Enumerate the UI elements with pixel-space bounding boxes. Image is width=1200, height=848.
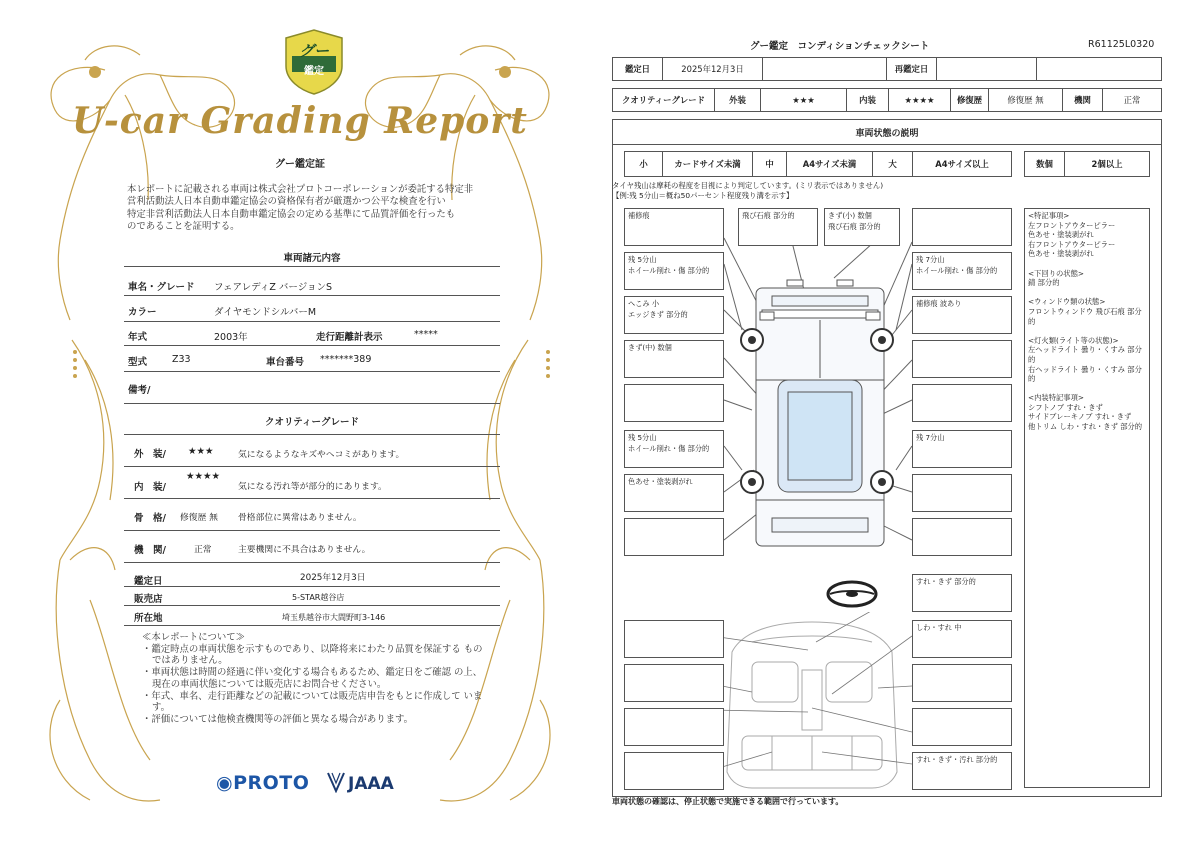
cert-line: 特定非営利活動法人日本自動車鑑定協会の定める基準にて品質評価を行ったも [127, 208, 456, 220]
date-blank [763, 58, 887, 80]
ext-box-right-0 [912, 208, 1012, 246]
steering-wheel-icon [826, 580, 878, 608]
feature-line: 左フロントアウターピラー [1028, 220, 1116, 230]
spec-value: *******389 [320, 354, 372, 365]
engine-label: 機関 [1063, 89, 1103, 111]
spec-label: 年式 [128, 332, 148, 343]
ext-box-right-5 [912, 430, 1012, 468]
ext-box-right-6 [912, 474, 1012, 512]
legend-small-desc: カードサイズ未満 [663, 152, 753, 176]
ext-box-right-1 [912, 252, 1012, 290]
grade-row-engine [124, 531, 500, 563]
ext-box-left-4 [624, 340, 724, 378]
feature-line: 錆 部分的 [1028, 278, 1060, 288]
info-value: 埼玉県越谷市大間野町3-146 [282, 613, 386, 622]
feature-gap [1028, 326, 1146, 336]
count-legend [1024, 151, 1150, 177]
ext-box-text: 残 7分山 [916, 255, 945, 264]
special-notes-panel [1024, 208, 1150, 788]
ext-box-right-7 [912, 518, 1012, 556]
int-box-right-4 [912, 708, 1012, 746]
sheet-code: R61125L0320 [1088, 39, 1155, 50]
date-value: 2025年12月3日 [663, 58, 763, 80]
condition-title: 車両状態の説明 [612, 119, 1162, 145]
spec-row-remarks [124, 372, 500, 404]
ext-box-text: 補修痕 波あり [916, 299, 962, 308]
badge-bottom-text: 鑑定 [304, 66, 324, 77]
ext-box-left-7 [624, 474, 724, 512]
report-script-title: U-car Grading Report [72, 100, 528, 142]
legend-medium-desc: A4サイズ未満 [787, 152, 873, 176]
date-row [612, 57, 1162, 81]
grade-value: 修復歴 無 [180, 513, 218, 523]
int-box-left-4 [624, 752, 724, 790]
int-box-text: すれ・きず・汚れ 部分的 [916, 755, 998, 764]
spec-label: 車名・グレード [128, 282, 195, 293]
ext-box-text: エッジきず 部分的 [628, 309, 688, 319]
spec-value: ダイヤモンドシルバーM [214, 307, 317, 318]
legend-medium: 中 [753, 152, 787, 176]
repair-label: 修復歴 [951, 89, 989, 111]
int-box-text: しわ・すれ 中 [916, 623, 962, 632]
feature-line: フロントウィンドウ 飛び石痕 部分的 [1028, 306, 1142, 326]
note-item: ・年式、車名、走行距離などの記載については販売店申告をもとに作成して います。 [142, 690, 483, 714]
legend-large-desc: A4サイズ以上 [935, 159, 989, 169]
spec-row-color [124, 296, 500, 322]
feature-line: 色あせ・塗装剥がれ [1028, 230, 1094, 240]
spec-label: 車台番号 [266, 357, 305, 368]
spec-label: 走行距離計表示 [316, 332, 383, 343]
ext-box-left-6 [624, 430, 724, 468]
spec-value: 2003年 [214, 332, 248, 343]
jaaa-logo-text: JAAA [348, 774, 394, 794]
info-row-shop [124, 587, 500, 606]
feature-line: サイドブレーキノブ すれ・きず [1028, 412, 1132, 422]
spec-value: フェアレディZ バージョンS [214, 282, 333, 293]
info-row-address [124, 606, 500, 626]
notes-title: ≪本レポートについて≫ [142, 632, 245, 643]
ext-box-text: 飛び石痕 部分的 [742, 211, 795, 220]
cert-line: 本レポートに記載される車両は株式会社プロトコーポレーションが委託する特定非 [127, 184, 474, 195]
repair-value: 修復歴 無 [989, 89, 1063, 111]
reinspect-label: 再鑑定日 [887, 58, 937, 80]
legend-count: 数個 [1025, 152, 1065, 176]
ext-box-text: ホイール削れ・傷 部分的 [628, 443, 710, 453]
report-notes [140, 632, 490, 726]
legend-small: 小 [625, 152, 663, 176]
tire-note: タイヤ残山は摩耗の程度を目視により判定しています。(ミリ表示ではありません) [612, 181, 884, 190]
ext-box-left-3 [624, 296, 724, 334]
feature-gap [1028, 259, 1146, 269]
spec-row-name [124, 270, 500, 296]
int-box-right-1 [912, 574, 1012, 612]
int-value: ★★★★ [889, 89, 951, 111]
note-item: ・鑑定時点の車両状態を示すものであり、以降将来にわたり品質を保証する ものではありません。 [142, 643, 483, 667]
spec-section-title: 車両諸元内容 [283, 253, 341, 264]
sheet-title: グー鑑定 コンディションチェックシート [750, 41, 930, 52]
ext-box-left-1 [624, 208, 724, 246]
feature-line: <下回りの状態> [1028, 268, 1085, 278]
ext-box-right-4 [912, 384, 1012, 422]
int-box-left-1 [624, 620, 724, 658]
info-value: 2025年12月3日 [300, 573, 366, 583]
grade-row-interior [124, 467, 500, 499]
grade-label: 骨 格/ [134, 513, 166, 524]
note-item: ・評価については他検査機関等の評価と異なる場合があります。 [142, 713, 413, 725]
feature-line: <特記事項> [1028, 211, 1070, 220]
feature-line: 他トリム しわ・すれ・きず 部分的 [1028, 422, 1143, 432]
spec-label: カラー [128, 307, 157, 318]
feature-line: <ウィンドウ類の状態> [1028, 297, 1106, 307]
int-box-text: すれ・きず 部分的 [916, 577, 976, 586]
ext-box-left-2 [624, 252, 724, 290]
ext-box-text: へこみ 小 [628, 299, 660, 308]
note-item: ・車両状態は時間の経過に伴い変化する場合もあるため、鑑定日をご確認 の上、現在の車両状態については販売店にお問合せください。 [142, 667, 483, 690]
proto-mark-icon: ◉ [216, 772, 234, 794]
feature-line: <内装特記事項> [1028, 393, 1085, 403]
certificate-title: グー鑑定証 [275, 159, 325, 170]
grade-row-exterior [124, 435, 500, 467]
tire-example-note: 【例:残 5分山＝概ね50パーセント程度残り溝を示す】 [612, 191, 794, 200]
ext-box-text: ホイール削れ・傷 部分的 [628, 265, 710, 275]
reinspect-value [937, 58, 1037, 80]
ext-box-text: きず(小) 数個 [828, 211, 872, 220]
grade-stars: ★★★★ [186, 471, 221, 482]
grade-text: 気になるようなキズやヘコミがあります。 [238, 450, 405, 460]
spec-label: 備考/ [128, 385, 151, 396]
grade-label: 内 装/ [134, 482, 166, 493]
spec-row-model [124, 346, 500, 372]
int-box-right-2 [912, 620, 1012, 658]
spec-value: ***** [414, 329, 438, 340]
car-interior-diagram [712, 612, 912, 792]
grade-row [612, 88, 1162, 112]
feature-line: 右フロントアウターピラー [1028, 239, 1116, 249]
ext-box-text: 残 7分山 [916, 433, 945, 442]
spec-value: Z33 [172, 354, 191, 365]
grade-row-frame [124, 499, 500, 531]
ext-box-left-5 [624, 384, 724, 422]
grade-stars: ★★★ [188, 446, 214, 457]
int-box-left-2 [624, 664, 724, 702]
int-box-left-3 [624, 708, 724, 746]
ext-box-text: 飛び石痕 部分的 [828, 221, 881, 231]
jaaa-mark-icon [326, 771, 346, 793]
badge-top-text: グー [298, 42, 329, 60]
info-label: 所在地 [134, 613, 163, 624]
grade-text: 骨格部位に異常はありません。 [238, 513, 362, 523]
info-row-date [124, 563, 500, 587]
date-label: 鑑定日 [613, 58, 663, 80]
feature-gap [1028, 384, 1146, 394]
feature-line: 右ヘッドライト 曇り・くすみ 部分的 [1028, 364, 1142, 384]
grade-value: 正常 [194, 545, 212, 555]
proto-logo-text: PROTO [233, 772, 310, 794]
ext-box-top-1 [738, 208, 818, 246]
cert-line: のであることを証明する。 [127, 220, 240, 232]
grade-text: 気になる汚れ等が部分的にあります。 [238, 482, 387, 492]
info-label: 鑑定日 [134, 576, 163, 587]
int-box-right-3 [912, 664, 1012, 702]
ext-box-text: ホイール削れ・傷 部分的 [916, 265, 998, 275]
ext-label: 外装 [715, 89, 761, 111]
ext-box-text: きず(中) 数個 [628, 343, 672, 352]
reinspect-blank [1037, 58, 1161, 80]
legend-large: 大 [873, 152, 913, 176]
feature-line: <灯火類(ライト等の状態)> [1028, 335, 1119, 345]
cert-line: 営利活動法人日本自動車鑑定協会の資格保有者が厳選かつ公平な検査を行い [127, 196, 446, 208]
ext-box-right-2 [912, 296, 1012, 334]
info-value: 5-STAR越谷店 [292, 593, 345, 602]
grade-section-title: クオリティーグレード [264, 417, 360, 428]
grade-label: 外 装/ [134, 449, 166, 460]
ext-box-text: 残 5分山 [628, 255, 657, 264]
size-legend [624, 151, 1012, 177]
ext-box-text: 補修痕 [628, 211, 650, 220]
grade-label: クオリティーグレード [613, 89, 715, 111]
grade-label: 機 関/ [134, 545, 166, 556]
engine-value: 正常 [1123, 95, 1141, 105]
ext-box-right-3 [912, 340, 1012, 378]
spec-label: 型式 [128, 357, 148, 368]
info-label: 販売店 [134, 594, 163, 605]
ext-box-left-8 [624, 518, 724, 556]
ext-box-text: 色あせ・塗装剥がれ [628, 477, 693, 486]
condition-check-sheet [600, 0, 1200, 848]
spec-row-year [124, 322, 500, 346]
feature-line: 色あせ・塗装剥がれ [1028, 249, 1094, 259]
footer-note: 車両状態の確認は、停止状態で実施できる範囲で行っています。 [612, 797, 844, 806]
grade-text: 主要機関に不具合はありません。 [238, 545, 371, 555]
feature-gap [1028, 288, 1146, 298]
certificate-body [127, 184, 497, 233]
feature-line: シフトノブ すれ・きず [1028, 402, 1103, 412]
ext-box-top-2 [824, 208, 900, 246]
legend-count-desc: 2個以上 [1091, 159, 1123, 169]
feature-line: 左ヘッドライト 曇り・くすみ 部分的 [1028, 345, 1142, 364]
proto-logo [216, 772, 309, 794]
int-box-right-5 [912, 752, 1012, 790]
ext-box-text: 残 5分山 [628, 433, 657, 442]
divider [124, 266, 500, 267]
int-label: 内装 [847, 89, 889, 111]
ext-value: ★★★ [761, 89, 847, 111]
